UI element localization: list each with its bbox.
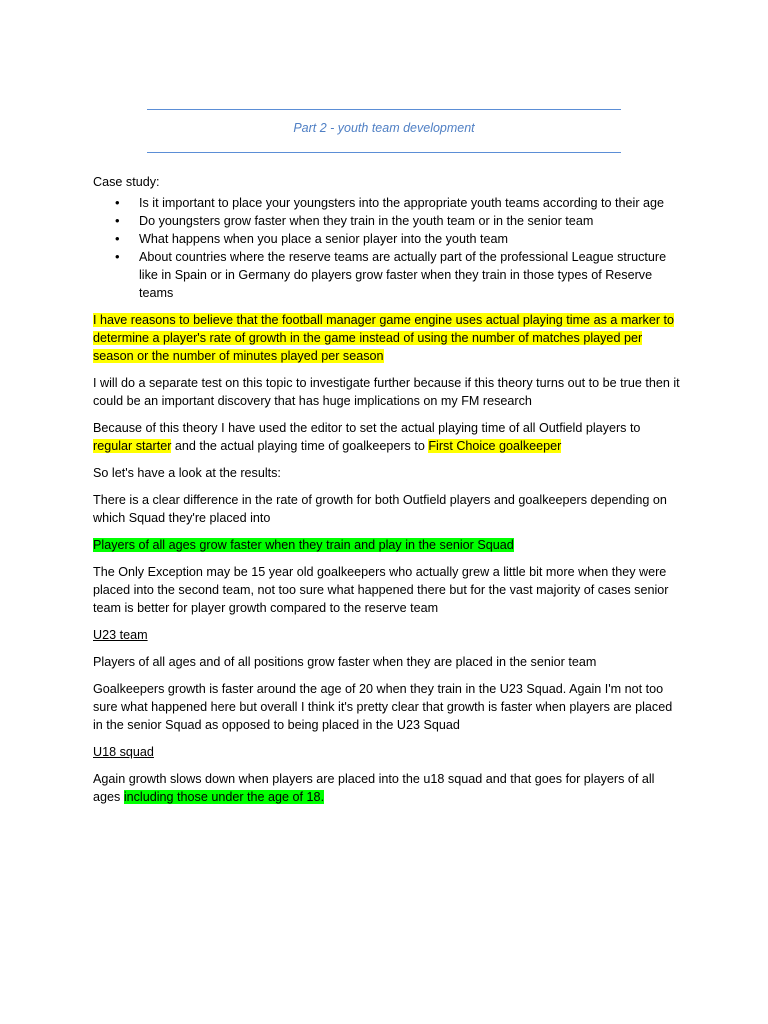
u18-heading: [93, 743, 683, 761]
editor-text-2: and the actual playing time of goalkeepers to: [171, 439, 429, 453]
title-rule-top: [147, 109, 621, 110]
highlighted-text: I have reasons to believe that the football manager game engine uses actual playing time as a marker to determine a player's rate of growth in the game instead of using the number of matches played per season or the number of minutes played per season: [93, 313, 675, 363]
u23-heading: [93, 626, 683, 644]
document-body: [93, 173, 683, 815]
results-intro: So let's have a look at the results:: [93, 466, 281, 480]
u23-paragraph-1: Players of all ages and of all positions grow faster when they are placed in the senior team: [93, 655, 597, 669]
clear-difference-paragraph: There is a clear difference in the rate of growth for both Outfield players and goalkeepers depending on which Squad they're placed into: [93, 493, 667, 525]
highlighted-text: including those under the age of 18.: [123, 790, 325, 804]
senior-faster-paragraph: [93, 536, 683, 554]
u23-paragraph-2: Goalkeepers growth is faster around the age of 20 when they train in the U23 Squad. Again I'm not too sure what happened here but overall I think it's pretty clear that growth is faster when players are placed in the senior Squad as opposed to being placed in the U23 Squad: [93, 682, 673, 732]
list-item: • What happens when you place a senior player into the youth team: [93, 230, 683, 248]
heading-text: U23 team: [93, 628, 148, 642]
editor-paragraph: [93, 419, 683, 455]
u18-text: Again growth slows down when players are placed into the u18 squad and that goes for players of all ages: [93, 772, 655, 804]
highlighted-text: First Choice goalkeeper: [428, 439, 562, 453]
list-item: • Do youngsters grow faster when they train in the youth team or in the senior team: [93, 212, 683, 230]
heading-text: U18 squad: [93, 745, 154, 759]
u18-paragraph: [93, 770, 683, 806]
theory-paragraph: [93, 311, 683, 365]
editor-text-1: Because of this theory I have used the editor to set the actual playing time of all Outfield players to: [93, 421, 641, 435]
list-item: • About countries where the reserve teams are actually part of the professional League structure like in Spain or in Germany do players grow faster when they train in those types of Reserve teams: [93, 248, 683, 302]
highlighted-text: Players of all ages grow faster when they train and play in the senior Squad: [93, 538, 514, 552]
exception-paragraph: The Only Exception may be 15 year old goalkeepers who actually grew a little bit more when they were placed into the second team, not too sure what happened there but for the vast majority of cases senior team is better for player growth compared to the reserve team: [93, 565, 669, 615]
list-item: • Is it important to place your youngsters into the appropriate youth teams according to their age: [93, 194, 683, 212]
highlighted-text: regular starter: [93, 439, 172, 453]
case-study-list: [93, 194, 683, 302]
title-rule-bottom: [147, 152, 621, 153]
case-study-label: Case study:: [93, 175, 160, 189]
separate-test-paragraph: I will do a separate test on this topic to investigate further because if this theory turns out to be true then it could be an important discovery that has huge implications on my FM research: [93, 376, 680, 408]
section-title: Part 2 - youth team development: [293, 121, 475, 135]
